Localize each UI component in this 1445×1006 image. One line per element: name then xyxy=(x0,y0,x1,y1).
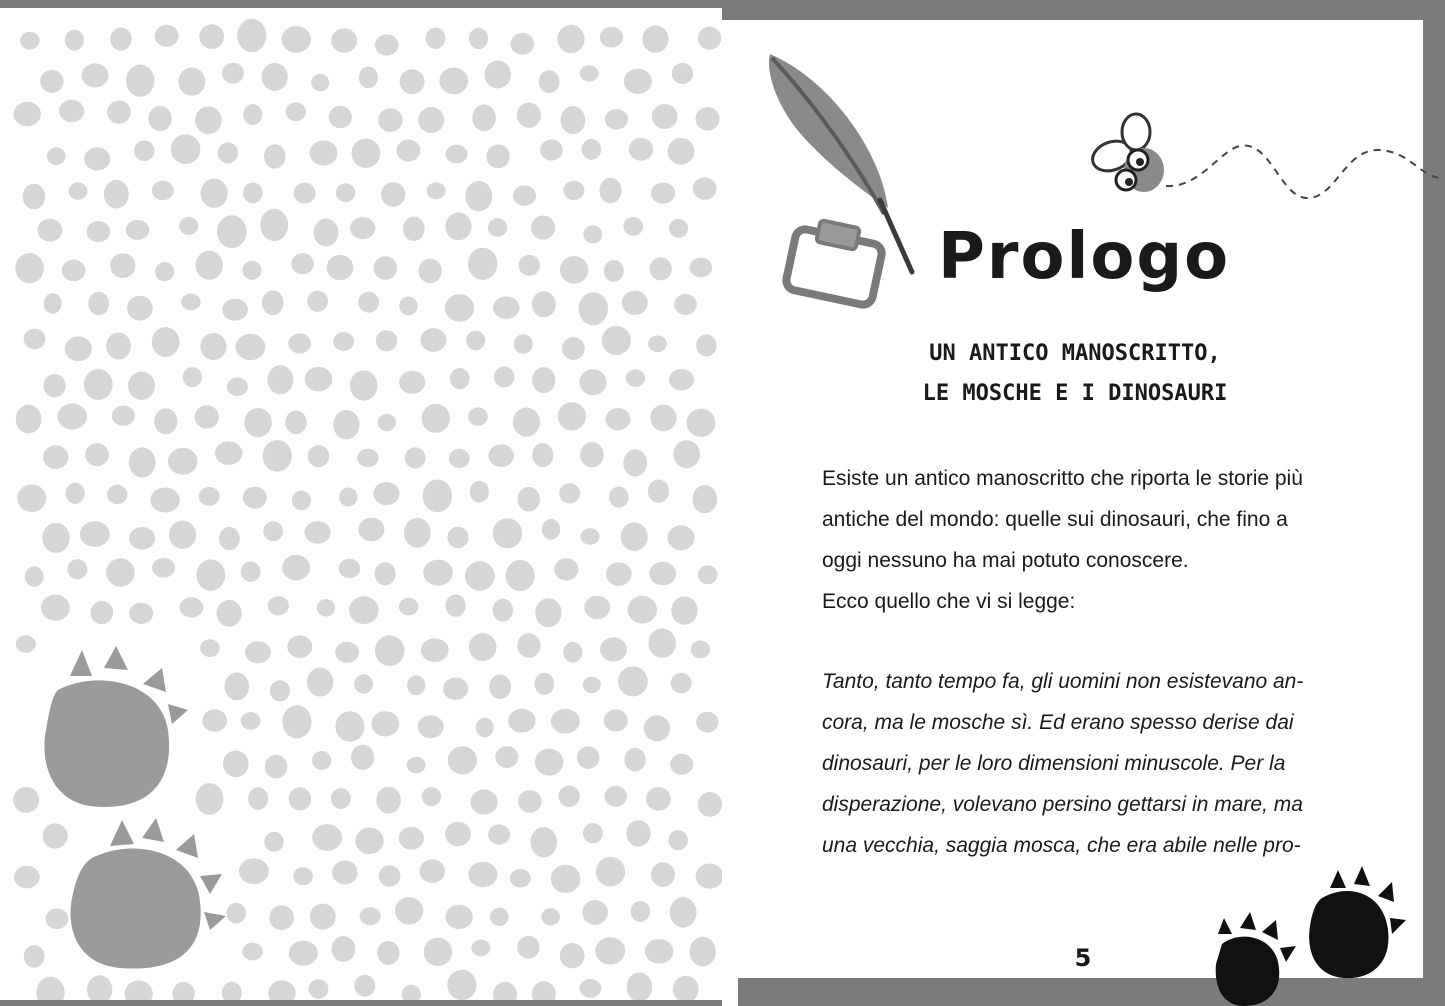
paragraph-line: oggi nessuno ha mai potuto conoscere. xyxy=(822,549,1189,572)
fly-icon xyxy=(1088,114,1164,192)
page-number: 5 xyxy=(1074,944,1092,972)
dinosaur-footprint-icon xyxy=(1216,912,1296,1006)
subtitle-line: LE MOSCHE E I DINOSAURI xyxy=(922,381,1228,406)
paragraph-line: una vecchia, saggia mosca, che era abile nelle pro- xyxy=(822,834,1301,857)
paragraph-line: antiche del mondo: quelle sui dinosauri, che fino a xyxy=(822,508,1288,531)
subtitle-line: UN ANTICO MANOSCRITTO, xyxy=(929,341,1221,366)
paragraph-line: disperazione, volevano persino gettarsi in mare, ma xyxy=(822,793,1303,816)
paragraph-line: Tanto, tanto tempo fa, gli uomini non esistevano an- xyxy=(822,670,1304,693)
chapter-subtitle xyxy=(880,334,1270,414)
paragraph-line: Ecco quello che vi si legge: xyxy=(822,590,1076,613)
chapter-title: Prologo xyxy=(938,220,1231,294)
dashed-flight-path xyxy=(1166,146,1440,199)
paragraph-line: dinosauri, per le loro dimensioni minuscole. Per la xyxy=(822,752,1286,775)
paragraph-line: cora, ma le mosche sì. Ed erano spesso derise dai xyxy=(822,711,1294,734)
intro-paragraph xyxy=(822,458,1352,622)
dinosaur-footprint-icon xyxy=(1309,866,1406,978)
inkwell-icon xyxy=(785,220,884,306)
paragraph-line: Esiste un antico manoscritto che riporta le storie più xyxy=(822,467,1303,490)
story-paragraph xyxy=(822,661,1352,866)
